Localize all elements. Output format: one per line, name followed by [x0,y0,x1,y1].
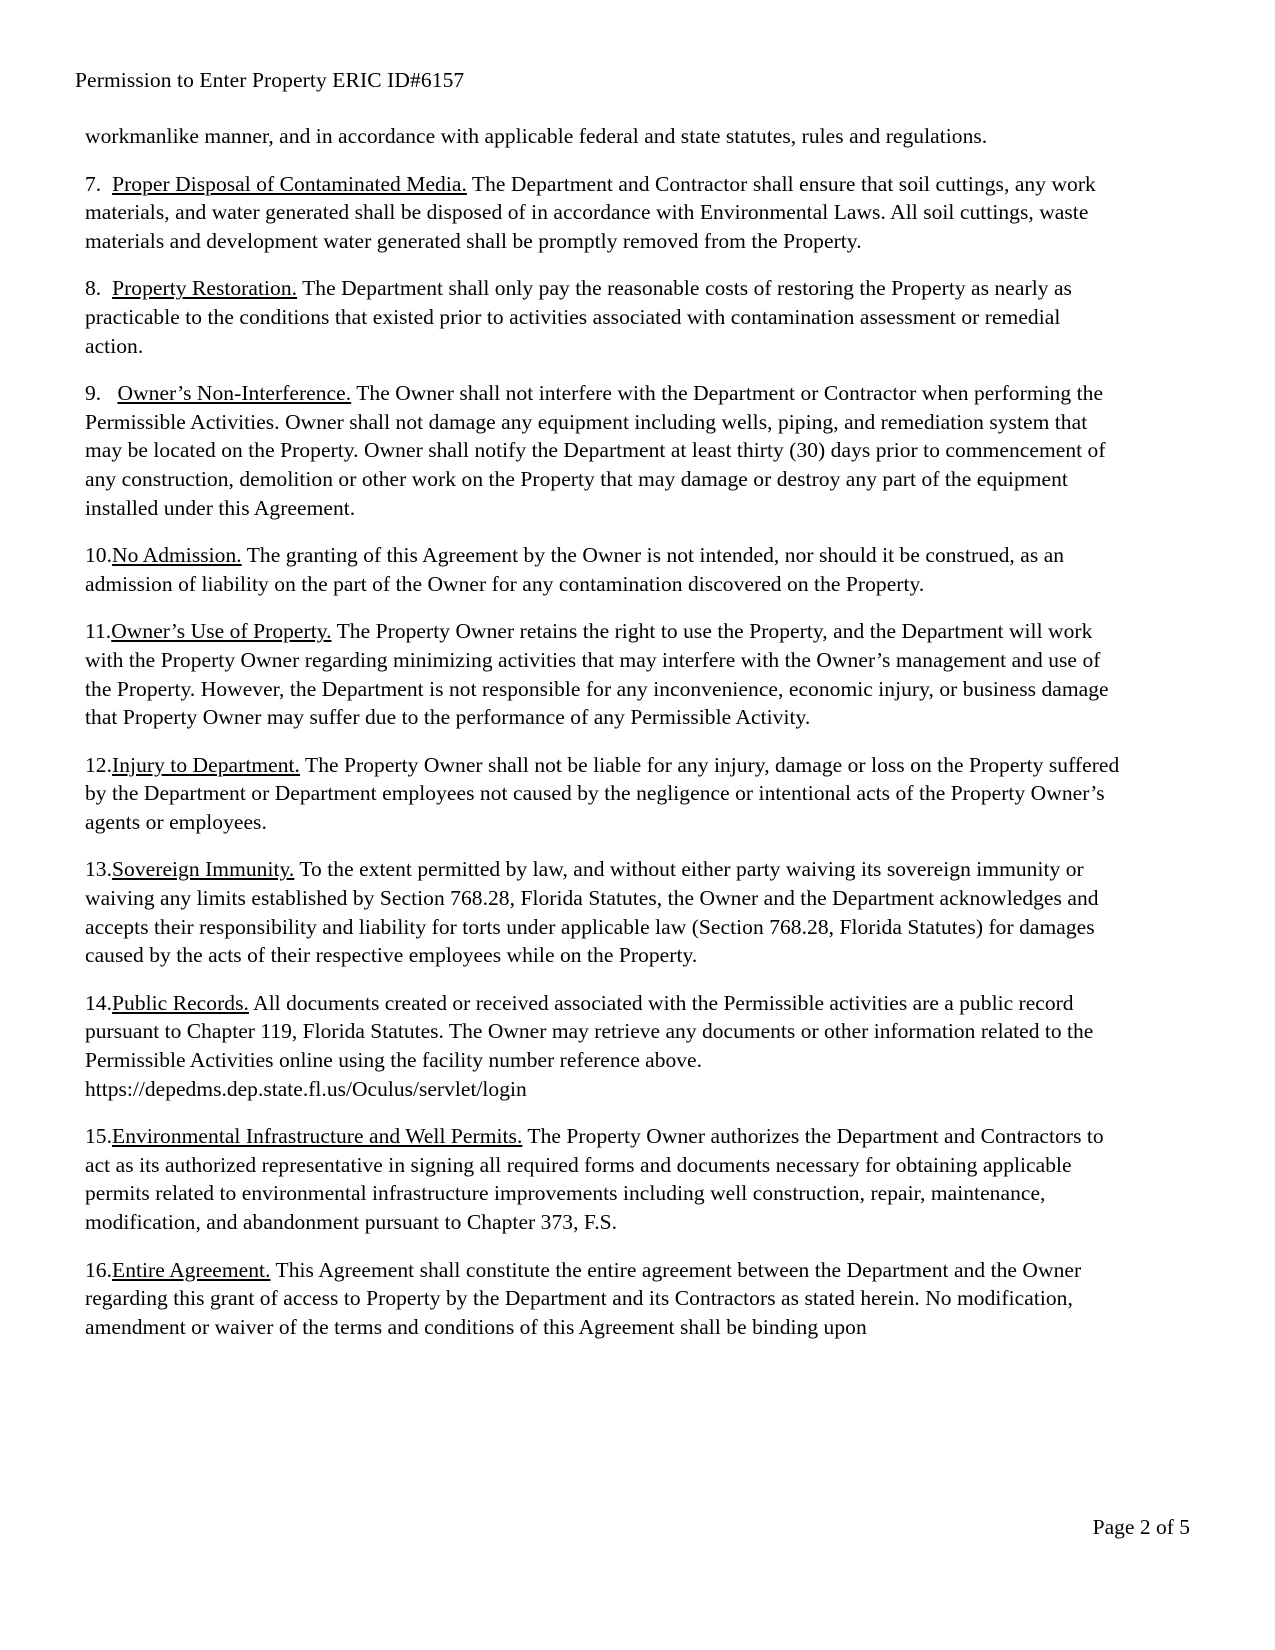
section-number-15: 15. [85,1124,113,1149]
section-number-13: 13. [85,857,113,882]
section-number-16: 16. [85,1257,113,1282]
section-title-12: Injury to Department. [112,752,300,777]
section-text-12: The Property Owner shall not be liable for any injury, damage or loss on the Property suffered by the Department or Department employees not caused by the negligence or intentional acts of the Property Owner’s agents or employees. [85,752,1120,834]
section-text-10: The granting of this Agreement by the Owner is not intended, nor should it be construed, as an admission of liability on the part of the Owner for any contamination discovered on the Property. [85,543,1065,596]
section-paragraph-13 [85,855,1120,969]
section-paragraph-9 [85,379,1120,522]
continuation-paragraph: workmanlike manner, and in accordance with applicable federal and state statutes, rules and regulations. [85,124,988,148]
section-paragraph-11 [85,617,1120,731]
section-text-16: This Agreement shall constitute the entire agreement between the Department and the Owner regarding this grant of access to Property by the Department and its Contractors as stated herein. No modification, amendment or waiver of the terms and conditions of this Agreement shall be binding upon [85,1257,1082,1339]
section-title-13: Sovereign Immunity. [112,857,295,882]
section-number-11: 11. [85,619,112,644]
section-number-12: 12. [85,752,113,777]
section-title-14: Public Records. [112,990,249,1015]
section-paragraph-7 [85,170,1120,256]
section-title-8: Property Restoration. [112,276,298,301]
section-title-9: Owner’s Non-Interference. [117,381,352,406]
section-number-7: 7. [85,171,102,196]
section-spacer-9 [101,381,117,405]
page-footer: Page 2 of 5 [1092,1515,1190,1539]
section-paragraph-14 [85,989,1120,1103]
section-paragraph-10 [85,541,1120,598]
section-text-7: The Department and Contractor shall ensure that soil cuttings, any work materials, and water generated shall be disposed of in accordance with Environmental Laws. All soil cuttings, waste materials and development water generated shall be promptly removed from the Property. [85,171,1096,253]
section-title-15: Environmental Infrastructure and Well Permits. [112,1124,523,1149]
section-paragraph-16 [85,1256,1120,1342]
document-body [85,122,1120,1341]
section-paragraph-15 [85,1122,1120,1236]
section-number-8: 8. [85,276,102,301]
section-paragraph-8 [85,274,1120,360]
section-title-16: Entire Agreement. [112,1257,271,1282]
section-text-11: The Property Owner retains the right to use the Property, and the Department will work with the Property Owner regarding minimizing activities that may interfere with the Owner’s management and use of the Property. However, the Department is not responsible for any inconvenience, economic injury, or business damage that Property Owner may suffer due to the performance of any Permissible Activity. [85,619,1109,730]
section-number-14: 14. [85,990,113,1015]
section-paragraph-12 [85,751,1120,837]
section-text-14: All documents created or received associated with the Permissible activities are a public record pursuant to Chapter 119, Florida Statutes. The Owner may retrieve any documents or other information related to the Permissible Activities online using the facility number reference above. https://depedms.dep.state.fl.us/Oculus/servlet/login [85,990,1094,1101]
section-spacer-8 [101,276,112,300]
section-text-15: The Property Owner authorizes the Department and Contractors to act as its authorized representative in signing all required forms and documents necessary for obtaining applicable permits related to environmental infrastructure improvements including well construction, repair, maintenance, modification, and abandonment pursuant to Chapter 373, F.S. [85,1124,1104,1234]
section-spacer-7 [101,172,112,196]
section-title-10: No Admission. [112,543,242,568]
section-text-8: The Department shall only pay the reasonable costs of restoring the Property as nearly as practicable to the conditions that existed prior to activities associated with contamination assessment or remedial action. [85,276,1072,358]
section-text-9: The Owner shall not interfere with the Department or Contractor when performing the Permissible Activities. Owner shall not damage any equipment including wells, piping, and remediation system that may be located on the Property. Owner shall notify the Department at least thirty (30) days prior to commencement of any construction, demolition or other work on the Property that may damage or destroy any part of the equipment installed under this Agreement. [85,381,1106,520]
section-title-11: Owner’s Use of Property. [111,619,332,644]
section-text-13: To the extent permitted by law, and without either party waiving its sovereign immunity or waiving any limits established by Section 768.28, Florida Statutes, the Owner and the Department acknowledges and accepts their responsibility and liability for torts under applicable law (Section 768.28, Florida Statutes) for damages caused by the acts of their respective employees while on the Property. [85,857,1099,968]
section-number-9: 9. [85,381,102,406]
section-title-7: Proper Disposal of Contaminated Media. [112,171,467,196]
section-number-10: 10. [85,543,113,568]
page-header: Permission to Enter Property ERIC ID#6157 [75,68,465,92]
